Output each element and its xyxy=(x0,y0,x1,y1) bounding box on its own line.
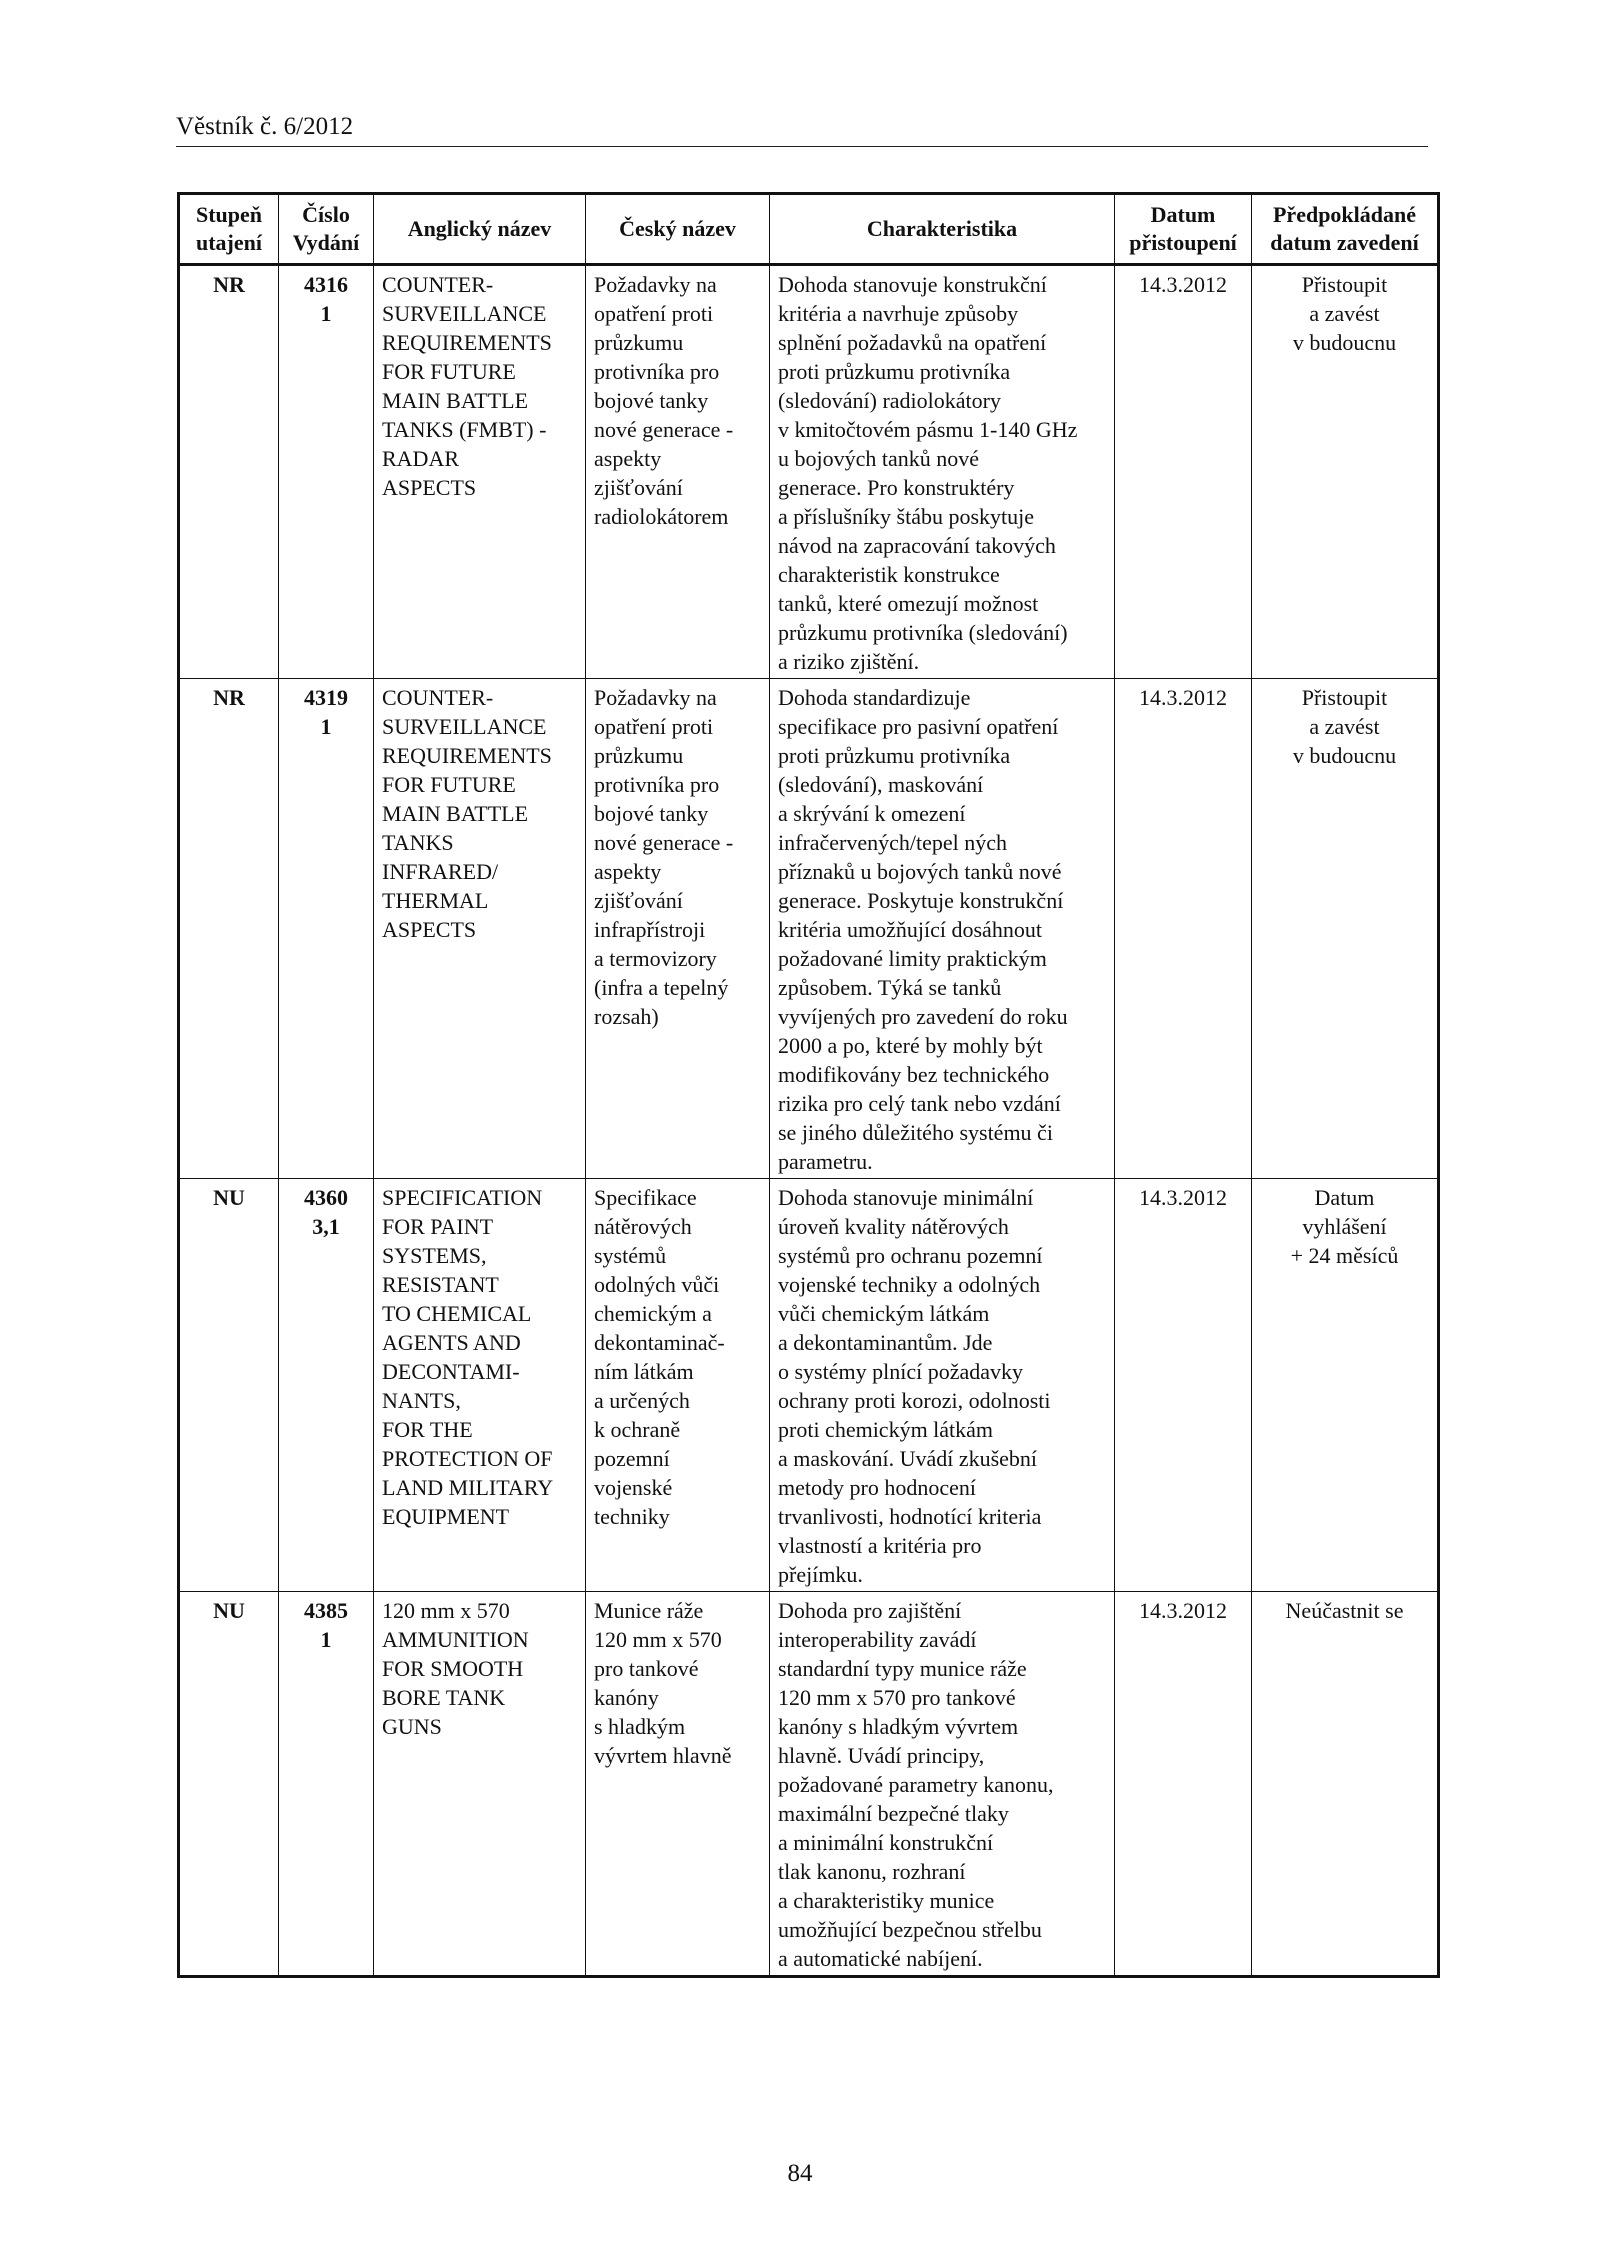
text-line: ASPECTS xyxy=(382,475,477,500)
text-line: Anglický název xyxy=(407,216,552,241)
table-row xyxy=(179,1179,1439,1592)
text-line: 14.3.2012 xyxy=(1139,272,1227,297)
text-line: Neúčastnit se xyxy=(1285,1598,1404,1623)
text-line: Datum xyxy=(1150,202,1216,227)
text-line: Munice ráže xyxy=(594,1598,704,1623)
cell-char xyxy=(770,265,1115,679)
cell-date xyxy=(1115,679,1252,1179)
text-line: a příslušníky štábu poskytuje xyxy=(778,504,1035,529)
cell-number xyxy=(279,265,374,679)
text-line: 4360 xyxy=(304,1185,348,1210)
text-line: Dohoda standardizuje xyxy=(778,685,971,710)
text-line: v budoucnu xyxy=(1292,743,1397,768)
column-header-planned xyxy=(1252,194,1439,265)
text-line: charakteristik konstrukce xyxy=(778,562,1000,587)
text-line: o systémy plnící požadavky xyxy=(778,1359,1024,1384)
text-line: proti průzkumu protivníka xyxy=(778,743,1011,768)
text-line: TO CHEMICAL xyxy=(382,1301,532,1326)
text-line: Přistoupit xyxy=(1301,685,1388,710)
text-line: a skrývání k omezení xyxy=(778,801,966,826)
text-line: kanóny s hladkým vývrtem xyxy=(778,1714,1019,1739)
text-line: generace. Pro konstruktéry xyxy=(778,475,1015,500)
column-header-char xyxy=(770,194,1115,265)
text-line: Přistoupit xyxy=(1301,272,1388,297)
text-line: odolných vůči xyxy=(594,1272,720,1297)
text-line: a minimální konstrukční xyxy=(778,1830,994,1855)
text-line: 14.3.2012 xyxy=(1139,1598,1227,1623)
text-line: v budoucnu xyxy=(1292,330,1397,355)
cell-czech xyxy=(586,1592,770,1977)
text-line: nátěrových xyxy=(594,1214,692,1239)
text-line: a určených xyxy=(594,1388,690,1413)
text-line: SPECIFICATION xyxy=(382,1185,543,1210)
text-line: modifikovány bez technického xyxy=(778,1062,1050,1087)
text-line: návod na zapracování takových xyxy=(778,533,1056,558)
cell-number xyxy=(279,1179,374,1592)
text-line: tlak kanonu, rozhraní xyxy=(778,1859,966,1884)
text-line: RESISTANT xyxy=(382,1272,499,1297)
text-line: chemickým a xyxy=(594,1301,712,1326)
cell-char xyxy=(770,1179,1115,1592)
text-line: FOR SMOOTH xyxy=(382,1656,524,1681)
text-line: (sledování) radiolokátory xyxy=(778,388,1001,413)
text-line: REQUIREMENTS xyxy=(382,743,552,768)
text-line: SYSTEMS, xyxy=(382,1243,487,1268)
text-line: ASPECTS xyxy=(382,917,477,942)
text-line: a termovizory xyxy=(594,946,717,971)
text-line: radiolokátorem xyxy=(594,504,729,529)
text-line: opatření proti xyxy=(594,714,714,739)
text-line: pro tankové xyxy=(594,1656,699,1681)
text-line: RADAR xyxy=(382,446,460,471)
text-line: bojové tanky xyxy=(594,801,709,826)
table-row xyxy=(179,265,1439,679)
cell-czech xyxy=(586,265,770,679)
text-line: NR xyxy=(213,272,245,297)
text-line: utajení xyxy=(196,230,262,255)
text-line: MAIN BATTLE xyxy=(382,388,529,413)
text-line: systémů pro ochranu pozemní xyxy=(778,1243,1043,1268)
table-body xyxy=(179,265,1439,1977)
text-line: Český název xyxy=(619,216,736,241)
text-line: a maskování. Uvádí zkušební xyxy=(778,1446,1038,1471)
cell-number xyxy=(279,679,374,1179)
text-line: průzkumu protivníka (sledování) xyxy=(778,620,1068,645)
running-title: Věstník č. 6/2012 xyxy=(176,113,354,140)
text-line: protivníka pro xyxy=(594,772,720,797)
text-line: splnění požadavků na opatření xyxy=(778,330,1047,355)
text-line: vůči chemickým látkám xyxy=(778,1301,990,1326)
text-line: aspekty xyxy=(594,446,662,471)
text-line: vyvíjených pro zavedení do roku xyxy=(778,1004,1068,1029)
text-line: proti chemickým látkám xyxy=(778,1417,994,1442)
text-line: způsobem. Týká se tanků xyxy=(778,975,1002,1000)
text-line: rozsah) xyxy=(594,1004,659,1029)
text-line: vojenské xyxy=(594,1475,673,1500)
cell-english xyxy=(374,679,586,1179)
text-line: 1 xyxy=(320,1627,332,1652)
text-line: umožňující bezpečnou střelbu xyxy=(778,1917,1042,1942)
text-line: generace. Poskytuje konstrukční xyxy=(778,888,1064,913)
text-line: pozemní xyxy=(594,1446,670,1471)
text-line: maximální bezpečné tlaky xyxy=(778,1801,1009,1826)
text-line: 4319 xyxy=(304,685,348,710)
column-header-number xyxy=(279,194,374,265)
text-line: 14.3.2012 xyxy=(1139,685,1227,710)
text-line: nové generace - xyxy=(594,417,734,442)
text-line: metody pro hodnocení xyxy=(778,1475,976,1500)
text-line: INFRARED/ xyxy=(382,859,499,884)
text-line: a automatické nabíjení. xyxy=(778,1946,983,1971)
text-line: rizika pro celý tank nebo vzdání xyxy=(778,1091,1061,1116)
cell-date xyxy=(1115,1592,1252,1977)
text-line: hlavně. Uvádí principy, xyxy=(778,1743,985,1768)
text-line: a charakteristiky munice xyxy=(778,1888,995,1913)
text-line: 2000 a po, které by mohly být xyxy=(778,1033,1043,1058)
text-line: Požadavky na xyxy=(594,685,717,710)
text-line: Dohoda pro zajištění xyxy=(778,1598,962,1623)
column-header-english xyxy=(374,194,586,265)
text-line: ochrany proti korozi, odolnosti xyxy=(778,1388,1051,1413)
text-line: aspekty xyxy=(594,859,662,884)
text-line: ním látkám xyxy=(594,1359,694,1384)
text-line: úroveň kvality nátěrových xyxy=(778,1214,1009,1239)
text-line: 120 mm x 570 xyxy=(594,1627,722,1652)
text-line: techniky xyxy=(594,1504,670,1529)
standards-table xyxy=(177,192,1440,1978)
text-line: průzkumu xyxy=(594,330,684,355)
text-line: zjišťování xyxy=(594,888,683,913)
text-line: s hladkým xyxy=(594,1714,686,1739)
text-line: 14.3.2012 xyxy=(1139,1185,1227,1210)
cell-english xyxy=(374,265,586,679)
text-line: AMMUNITION xyxy=(382,1627,529,1652)
text-line: protivníka pro xyxy=(594,359,720,384)
text-line: požadované limity praktickým xyxy=(778,946,1047,971)
text-line: 3,1 xyxy=(312,1214,340,1239)
cell-czech xyxy=(586,1179,770,1592)
text-line: požadované parametry kanonu, xyxy=(778,1772,1054,1797)
text-line: vojenské techniky a odolných xyxy=(778,1272,1041,1297)
text-line: standardní typy munice ráže xyxy=(778,1656,1027,1681)
text-line: FOR PAINT xyxy=(382,1214,494,1239)
text-line: 120 mm x 570 pro tankové xyxy=(778,1685,1016,1710)
cell-level xyxy=(179,265,279,679)
text-line: k ochraně xyxy=(594,1417,681,1442)
page-number: 84 xyxy=(787,2160,813,2187)
text-line: AGENTS AND xyxy=(382,1330,521,1355)
text-line: přejímku. xyxy=(778,1562,863,1587)
text-line: příznaků u bojových tanků nové xyxy=(778,859,1062,884)
text-line: vlastností a kritéria pro xyxy=(778,1533,982,1558)
cell-number xyxy=(279,1592,374,1977)
cell-czech xyxy=(586,679,770,1179)
text-line: Charakteristika xyxy=(866,216,1018,241)
text-line: průzkumu xyxy=(594,743,684,768)
text-line: Požadavky na xyxy=(594,272,717,297)
text-line: PROTECTION OF xyxy=(382,1446,553,1471)
text-line: SURVEILLANCE xyxy=(382,301,547,326)
text-line: MAIN BATTLE xyxy=(382,801,529,826)
text-line: se jiného důležitého systému či xyxy=(778,1120,1053,1145)
text-line: zjišťování xyxy=(594,475,683,500)
cell-date xyxy=(1115,265,1252,679)
text-line: Datum xyxy=(1314,1185,1375,1210)
text-line: LAND MILITARY xyxy=(382,1475,554,1500)
header-row xyxy=(179,194,1439,265)
text-line: COUNTER- xyxy=(382,272,494,297)
text-line: Číslo xyxy=(302,202,350,227)
cell-level xyxy=(179,1592,279,1977)
text-line: opatření proti xyxy=(594,301,714,326)
column-header-level xyxy=(179,194,279,265)
text-line: nové generace - xyxy=(594,830,734,855)
text-line: datum zavedení xyxy=(1270,230,1419,255)
text-line: a zavést xyxy=(1309,714,1380,739)
text-line: FOR THE xyxy=(382,1417,473,1442)
text-line: a dekontaminantům. Jde xyxy=(778,1330,993,1355)
text-line: infrapřístroji xyxy=(594,917,706,942)
text-line: vývrtem hlavně xyxy=(594,1743,732,1768)
table-row xyxy=(179,679,1439,1179)
text-line: (infra a tepelný xyxy=(594,975,729,1000)
table-header xyxy=(179,194,1439,265)
text-line: Dohoda stanovuje minimální xyxy=(778,1185,1034,1210)
cell-planned xyxy=(1252,265,1439,679)
text-line: bojové tanky xyxy=(594,388,709,413)
text-line: kritéria umožňující dosáhnout xyxy=(778,917,1042,942)
text-line: 4385 xyxy=(304,1598,348,1623)
text-line: Předpokládané xyxy=(1272,202,1417,227)
text-line: proti průzkumu protivníka xyxy=(778,359,1011,384)
text-line: Stupeň xyxy=(195,202,263,227)
text-line: interoperability zavádí xyxy=(778,1627,977,1652)
text-line: a zavést xyxy=(1309,301,1380,326)
cell-char xyxy=(770,679,1115,1179)
text-line: infračervených/tepel ných xyxy=(778,830,1008,855)
text-line: vyhlášení xyxy=(1302,1214,1387,1239)
text-line: FOR FUTURE xyxy=(382,772,516,797)
cell-english xyxy=(374,1179,586,1592)
text-line: FOR FUTURE xyxy=(382,359,516,384)
cell-level xyxy=(179,1179,279,1592)
text-line: NR xyxy=(213,685,245,710)
header-rule xyxy=(176,146,1428,147)
text-line: Specifikace xyxy=(594,1185,697,1210)
text-line: COUNTER- xyxy=(382,685,494,710)
text-line: parametru. xyxy=(778,1149,873,1174)
text-line: specifikace pro pasivní opatření xyxy=(778,714,1059,739)
text-line: TANKS (FMBT) - xyxy=(382,417,547,442)
column-header-date xyxy=(1115,194,1252,265)
text-line: přistoupení xyxy=(1129,230,1237,255)
column-header-czech xyxy=(586,194,770,265)
text-line: DECONTAMI- xyxy=(382,1359,520,1384)
text-line: THERMAL xyxy=(382,888,489,913)
text-line: dekontaminač- xyxy=(594,1330,725,1355)
text-line: kritéria a navrhuje způsoby xyxy=(778,301,1019,326)
text-line: v kmitočtovém pásmu 1-140 GHz xyxy=(778,417,1078,442)
text-line: (sledování), maskování xyxy=(778,772,984,797)
text-line: kanóny xyxy=(594,1685,659,1710)
text-line: BORE TANK xyxy=(382,1685,506,1710)
text-line: 1 xyxy=(320,301,332,326)
text-line: + 24 měsíců xyxy=(1290,1243,1399,1268)
cell-level xyxy=(179,679,279,1179)
cell-date xyxy=(1115,1179,1252,1592)
cell-char xyxy=(770,1592,1115,1977)
text-line: 4316 xyxy=(304,272,348,297)
text-line: trvanlivosti, hodnotící kriteria xyxy=(778,1504,1042,1529)
text-line: 120 mm x 570 xyxy=(382,1598,510,1623)
text-line: NU xyxy=(213,1185,245,1210)
text-line: tanků, které omezují možnost xyxy=(778,591,1039,616)
cell-planned xyxy=(1252,1179,1439,1592)
cell-planned xyxy=(1252,1592,1439,1977)
text-line: NANTS, xyxy=(382,1388,461,1413)
text-line: 1 xyxy=(320,714,332,739)
table-row xyxy=(179,1592,1439,1977)
text-line: SURVEILLANCE xyxy=(382,714,547,739)
text-line: TANKS xyxy=(382,830,454,855)
text-line: u bojových tanků nové xyxy=(778,446,980,471)
text-line: GUNS xyxy=(382,1714,442,1739)
text-line: systémů xyxy=(594,1243,667,1268)
text-line: EQUIPMENT xyxy=(382,1504,510,1529)
text-line: a riziko zjištění. xyxy=(778,649,920,674)
cell-english xyxy=(374,1592,586,1977)
cell-planned xyxy=(1252,679,1439,1179)
text-line: Vydání xyxy=(292,230,360,255)
text-line: NU xyxy=(213,1598,245,1623)
text-line: Dohoda stanovuje konstrukční xyxy=(778,272,1047,297)
text-line: REQUIREMENTS xyxy=(382,330,552,355)
